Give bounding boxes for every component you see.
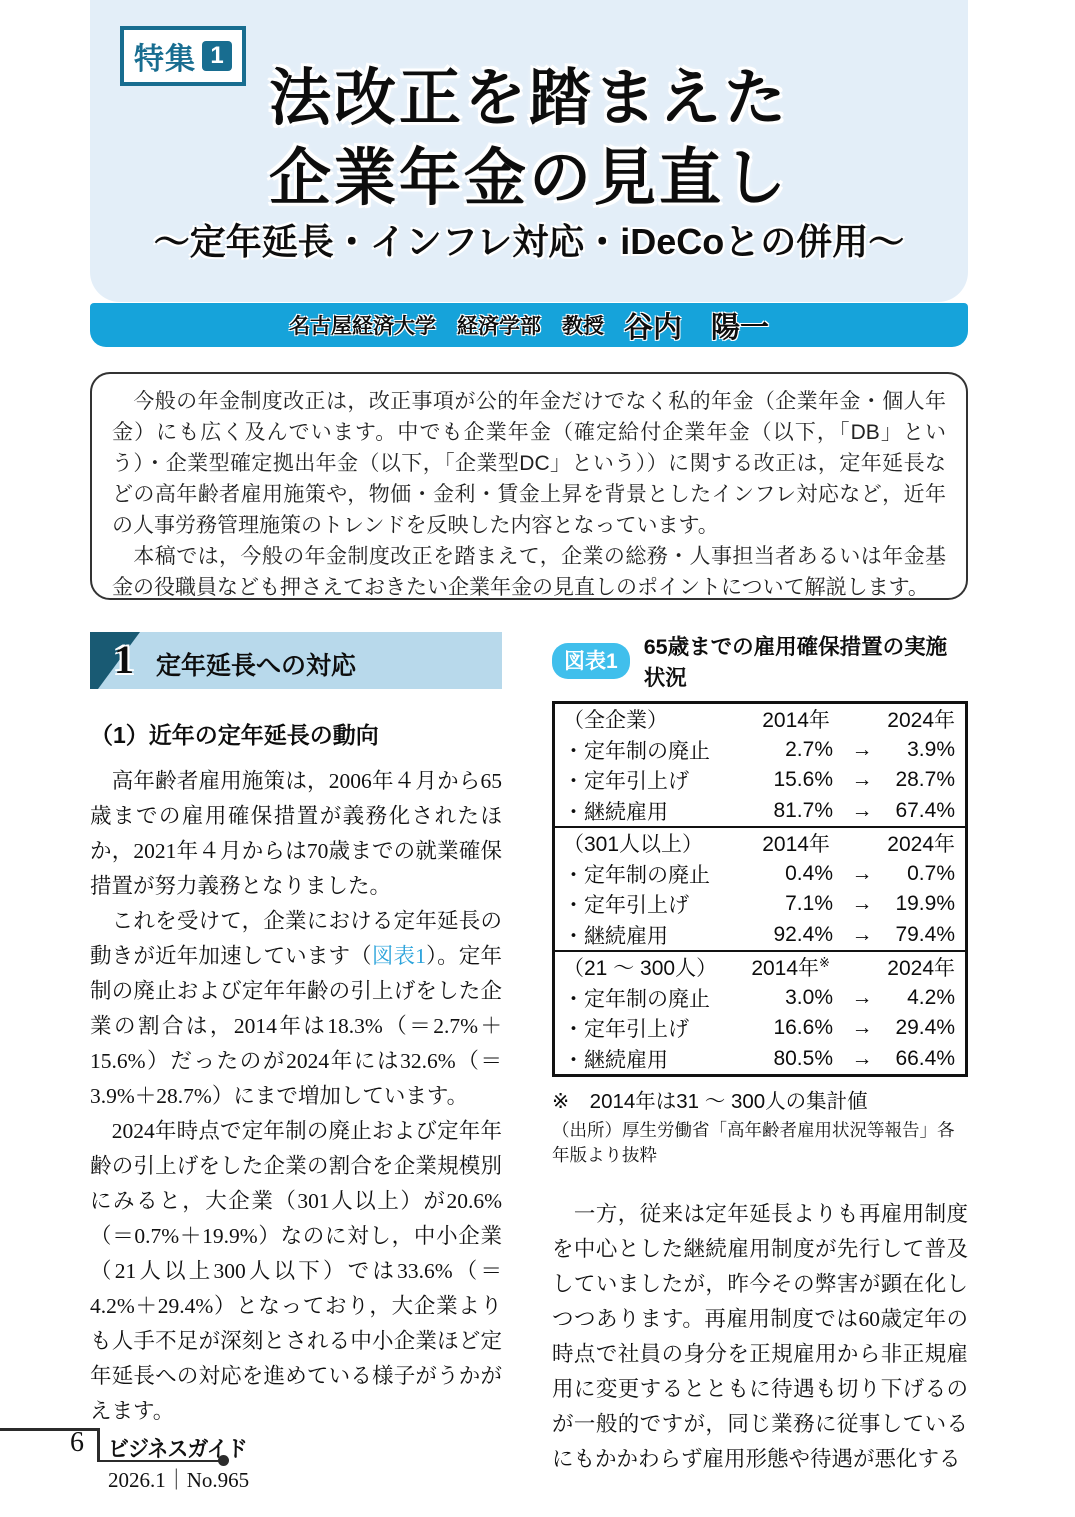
- arrow-icon: →: [851, 768, 873, 792]
- value-2014: 3.0%: [785, 985, 833, 1009]
- table-header-row: [555, 704, 965, 735]
- group-label: （全企業）: [563, 709, 668, 733]
- article-header: [90, 0, 968, 302]
- arrow-icon: →: [851, 892, 873, 916]
- value-2014: 16.6%: [773, 1016, 833, 1040]
- table-row: [555, 765, 965, 796]
- group-label: （21 〜 300人）: [563, 957, 718, 981]
- table-row: [555, 1013, 965, 1044]
- row-label: ・継続雇用: [563, 800, 668, 824]
- table-row: [555, 889, 965, 920]
- arrow-icon: →: [851, 798, 873, 822]
- page-number: 6: [70, 1427, 84, 1458]
- article-title-line2: 企業年金の見直し: [268, 144, 789, 213]
- arrow-icon: →: [851, 737, 873, 761]
- table-row: [555, 735, 965, 766]
- value-2024: 28.7%: [895, 768, 955, 792]
- value-2014: 15.6%: [773, 768, 833, 792]
- author-name: 谷内 陽一: [623, 311, 769, 344]
- lead-summary-box: [90, 372, 968, 600]
- figure-1-title: 65歳までの雇用確保措置の実施状況: [643, 635, 948, 690]
- figure-1-badge: 図表1: [552, 643, 630, 679]
- body-paragraph-1: 高年齢者雇用施策は，2006年４月から65歳までの雇用確保措置が義務化されたほか，2021年４月からは70歳までの就業確保措置が努力義務となりました。: [90, 769, 502, 898]
- footnote-mark: ※: [819, 955, 830, 971]
- magazine-logo: ビジネスガイド: [108, 1437, 247, 1462]
- section-1-heading: [90, 632, 502, 689]
- value-2024: 3.9%: [907, 737, 955, 761]
- table-section-21-300: [555, 950, 965, 1074]
- row-label: ・定年引上げ: [563, 770, 689, 794]
- table-row: [555, 859, 965, 890]
- value-2024: 0.7%: [907, 861, 955, 885]
- body-paragraph-4: 一方，従来は定年延長よりも再雇用制度を中心とした継続雇用制度が先行して普及していましたが，昨今その弊害が顕在化しつつあります。再雇用制度では60歳定年の時点で社員の身分を正規雇用から非正規雇用に変更するとともに待遇も切り下げるのが一般的ですが，同じ業務に従事しているにもかかわらず雇用形態や待遇が悪化する: [552, 1202, 968, 1471]
- right-column: [552, 630, 968, 1477]
- value-2024: 29.4%: [895, 1016, 955, 1040]
- issue-number: 2026.1｜No.965: [108, 1468, 250, 1492]
- col-2024-header: 2024年: [887, 833, 955, 857]
- figure-1-source: （出所）厚生労働省「高年齢者雇用状況等報告」各年版より抜粋: [552, 1120, 955, 1165]
- body-paragraph-3: 2024年時点で定年制の廃止および定年年齢の引上げをした企業の割合を企業規模別にみると，大企業（301人以上）が20.6%（＝0.7%＋19.9%）なのに対し，中小企業（21人以上300人以下）では33.6%（＝4.2%＋29.4%）となっており，大企業よりも人手不足が深刻とされる中小企業ほど定年延長への対応を進めている様子がうかがえます。: [90, 1119, 502, 1423]
- arrow-icon: →: [851, 985, 873, 1009]
- value-2014: 2.7%: [785, 737, 833, 761]
- group-label: （301人以上）: [563, 833, 704, 857]
- table-header-row: [555, 828, 965, 859]
- subsection-heading: （1）近年の定年延長の動向: [90, 722, 379, 748]
- value-2024: 66.4%: [895, 1046, 955, 1070]
- row-label: ・継続雇用: [563, 924, 668, 948]
- row-label: ・定年引上げ: [563, 1018, 689, 1042]
- footer-rule-vertical: [97, 1428, 100, 1462]
- section-number: 1: [114, 637, 134, 682]
- table-row: [555, 920, 965, 951]
- col-2014-header: 2014年: [762, 833, 830, 857]
- value-2014: 92.4%: [773, 922, 833, 946]
- body-paragraph-2: [90, 904, 502, 1114]
- value-2024: 4.2%: [907, 985, 955, 1009]
- col-2014-header: 2014年: [762, 709, 830, 733]
- body-paragraph-2-before: これを受けて，企業における定年延長の動きが近年加速しています（: [90, 909, 502, 968]
- author-bar: [90, 303, 968, 347]
- feature-badge-label: 特集: [134, 43, 196, 76]
- article-title-line1: 法改正を踏まえた: [268, 64, 789, 133]
- body-paragraph-2-after: ）。定年制の廃止および定年年齢の引上げをした企業の割合は，2014年は18.3%（＝2.7%＋15.6%）だったのが2024年には32.6%（＝3.9%＋28.7%）にまで増加しています。: [90, 944, 502, 1108]
- col-2024-header: 2024年: [887, 957, 955, 981]
- arrow-icon: →: [851, 1046, 873, 1070]
- arrow-icon: →: [851, 922, 873, 946]
- lead-paragraph-1: 今般の年金制度改正は，改正事項が公的年金だけでなく私的年金（企業年金・個人年金）にも広く及んでいます。中でも企業年金（確定給付企業年金（以下，「DB」という）・企業型確定拠出年金（以下，「企業型DC」という））に関する改正は，定年延長などの高年齢者雇用施策や，物価・金利・賃金上昇を背景としたインフレ対応など，近年の人事労務管理施策のトレンドを反映した内容となっています。: [112, 390, 946, 537]
- col-2014-header-text: 2014年: [751, 957, 820, 981]
- table-header-row: [555, 952, 965, 983]
- row-label: ・定年制の廃止: [563, 739, 710, 763]
- lead-paragraph-2: 本稿では，今般の年金制度改正を踏まえて，企業の総務・人事担当者あるいは年金基金の役職員なども押さえておきたい企業年金の見直しのポイントについて解説します。: [112, 545, 946, 599]
- col-2024-header: 2024年: [887, 709, 955, 733]
- left-column: [90, 632, 502, 1429]
- value-2024: 19.9%: [895, 892, 955, 916]
- arrow-icon: →: [851, 1016, 873, 1040]
- row-label: ・定年制の廃止: [563, 863, 710, 887]
- article-subtitle: 〜定年延長・インフレ対応・iDeCoとの併用〜: [153, 221, 905, 262]
- row-label: ・定年制の廃止: [563, 987, 710, 1011]
- figure-1-table: [552, 701, 968, 1077]
- value-2024: 79.4%: [895, 922, 955, 946]
- value-2014: 81.7%: [773, 798, 833, 822]
- feature-badge-number: 1: [202, 41, 232, 71]
- table-section-all-companies: [555, 704, 965, 826]
- table-row: [555, 983, 965, 1014]
- col-2014-header: [731, 952, 830, 982]
- row-label: ・継続雇用: [563, 1048, 668, 1072]
- value-2014: 80.5%: [773, 1046, 833, 1070]
- table-section-301-plus: [555, 826, 965, 950]
- figure-1-reference-link: 図表1: [371, 944, 426, 968]
- table-row: [555, 796, 965, 827]
- value-2014: 7.1%: [785, 892, 833, 916]
- author-affiliation: 名古屋経済大学 経済学部 教授: [288, 315, 604, 338]
- row-label: ・定年引上げ: [563, 894, 689, 918]
- figure-1-footnote: ※ 2014年は31 〜 300人の集計値: [552, 1090, 868, 1113]
- value-2014: 0.4%: [785, 861, 833, 885]
- arrow-icon: →: [851, 861, 873, 885]
- figure-1-caption: [552, 630, 968, 692]
- value-2024: 67.4%: [895, 798, 955, 822]
- section-title: 定年延長への対応: [156, 652, 357, 680]
- table-row: [555, 1044, 965, 1075]
